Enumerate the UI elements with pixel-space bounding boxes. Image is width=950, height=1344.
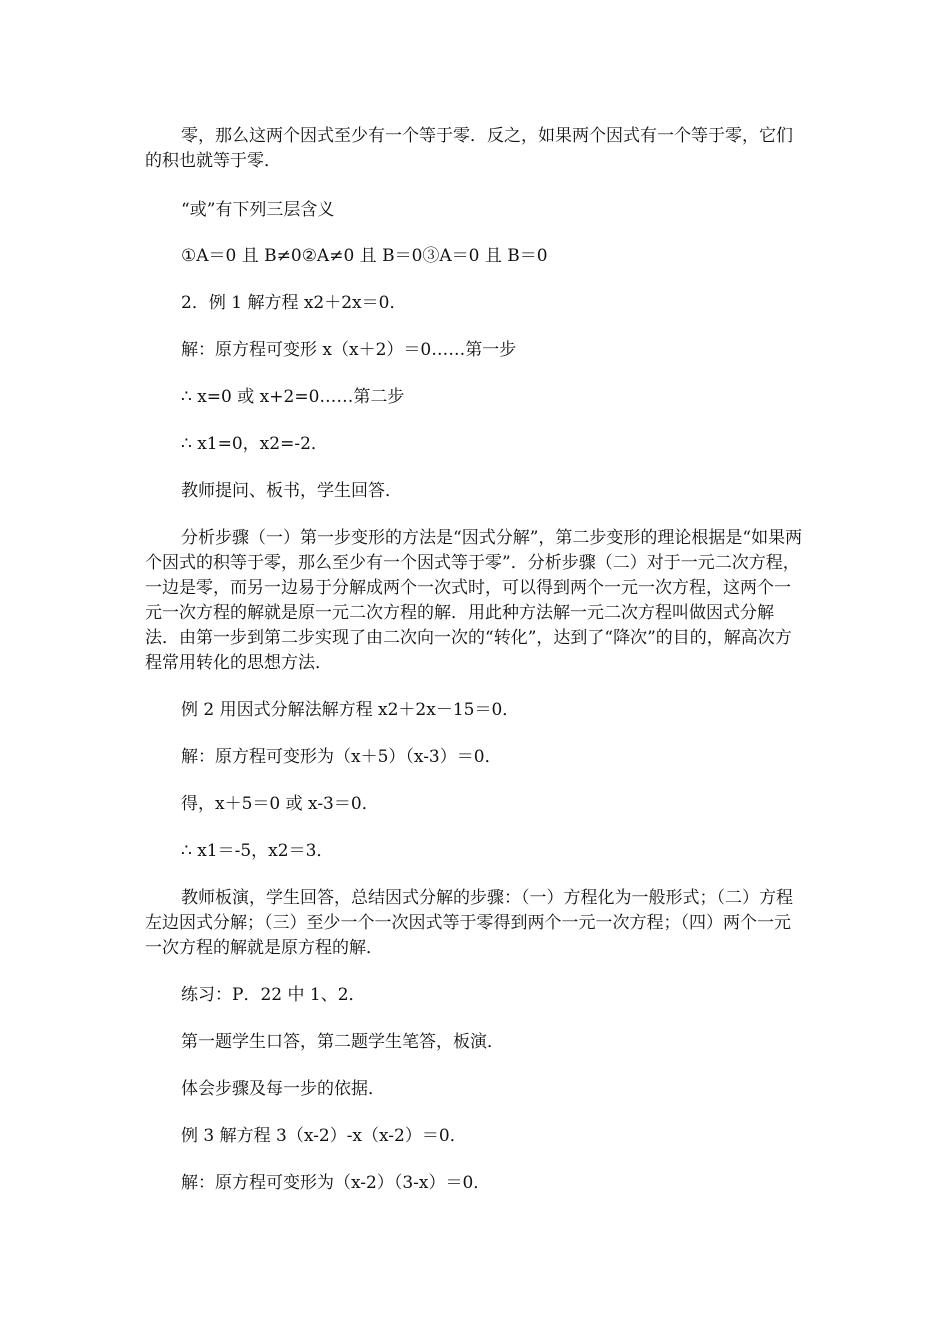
paragraph-factoring-steps: 教师板演，学生回答，总结因式分解的步骤：（一）方程化为一般形式；（二）方程左边因式分解；（三）至少一个一次因式等于零得到两个一元一次方程；（四）两个一元一次方程的解就是原方程的解． [145,888,793,958]
paragraph-three-cases: ①A＝0 且 B≠0②A≠0 且 B＝0③A＝0 且 B＝0 [181,246,548,266]
paragraph-example-2: 例 2 用因式分解法解方程 x2＋2x－15＝0． [181,700,520,720]
paragraph-reflection: 体会步骤及每一步的依据． [181,1079,385,1099]
paragraph-example-3: 例 3 解方程 3（x-2）-x（x-2）＝0． [181,1126,467,1146]
paragraph-zero-product: 零，那么这两个因式至少有一个等于零．反之，如果两个因式有一个等于零，它们的积也就等于零． [145,126,793,171]
paragraph-analysis: 分析步骤（一）第一步变形的方法是“因式分解”，第二步变形的理论根据是“如果两个因式的积等于零，那么至少有一个因式等于零”．分析步骤（二）对于一元二次方程，一边是零，而另一边易于分解成两个一次式时，可以得到两个一元一次方程，这两个一元一次方程的解就是原一元二次方程的解．用此种方法解一元二次方程叫做因式分解法．由第一步到第二步实现了由二次向一次的“转化”，达到了“降次”的目的，解高次方程常用转化的思想方法． [145,528,803,673]
paragraph-example-1: 2．例 1 解方程 x2＋2x＝0． [181,293,407,313]
paragraph-example-2-step-2: 得，x＋5＝0 或 x-3＝0． [181,794,379,814]
paragraph-teacher-note-1: 教师提问、板书，学生回答． [181,481,402,501]
paragraph-example-2-step-1: 解：原方程可变形为（x＋5）（x-3）＝0． [181,747,502,767]
paragraph-solution-result-1: ∴ x1=0，x2=-2． [181,434,328,454]
paragraph-example-2-result: ∴ x1＝-5，x2＝3． [181,841,334,861]
paragraph-exercise: 练习：P．22 中 1、2． [181,985,366,1005]
paragraph-solution-step-1: 解：原方程可变形 x（x＋2）＝0……第一步 [181,340,517,360]
paragraph-example-3-step-1: 解：原方程可变形为（x-2）（3-x）＝0． [181,1173,491,1193]
paragraph-solution-step-2: ∴ x=0 或 x+2=0……第二步 [181,387,405,407]
paragraph-exercise-note: 第一题学生口答，第二题学生笔答，板演． [181,1032,504,1052]
paragraph-or-meaning: “或”有下列三层含义 [181,200,335,220]
